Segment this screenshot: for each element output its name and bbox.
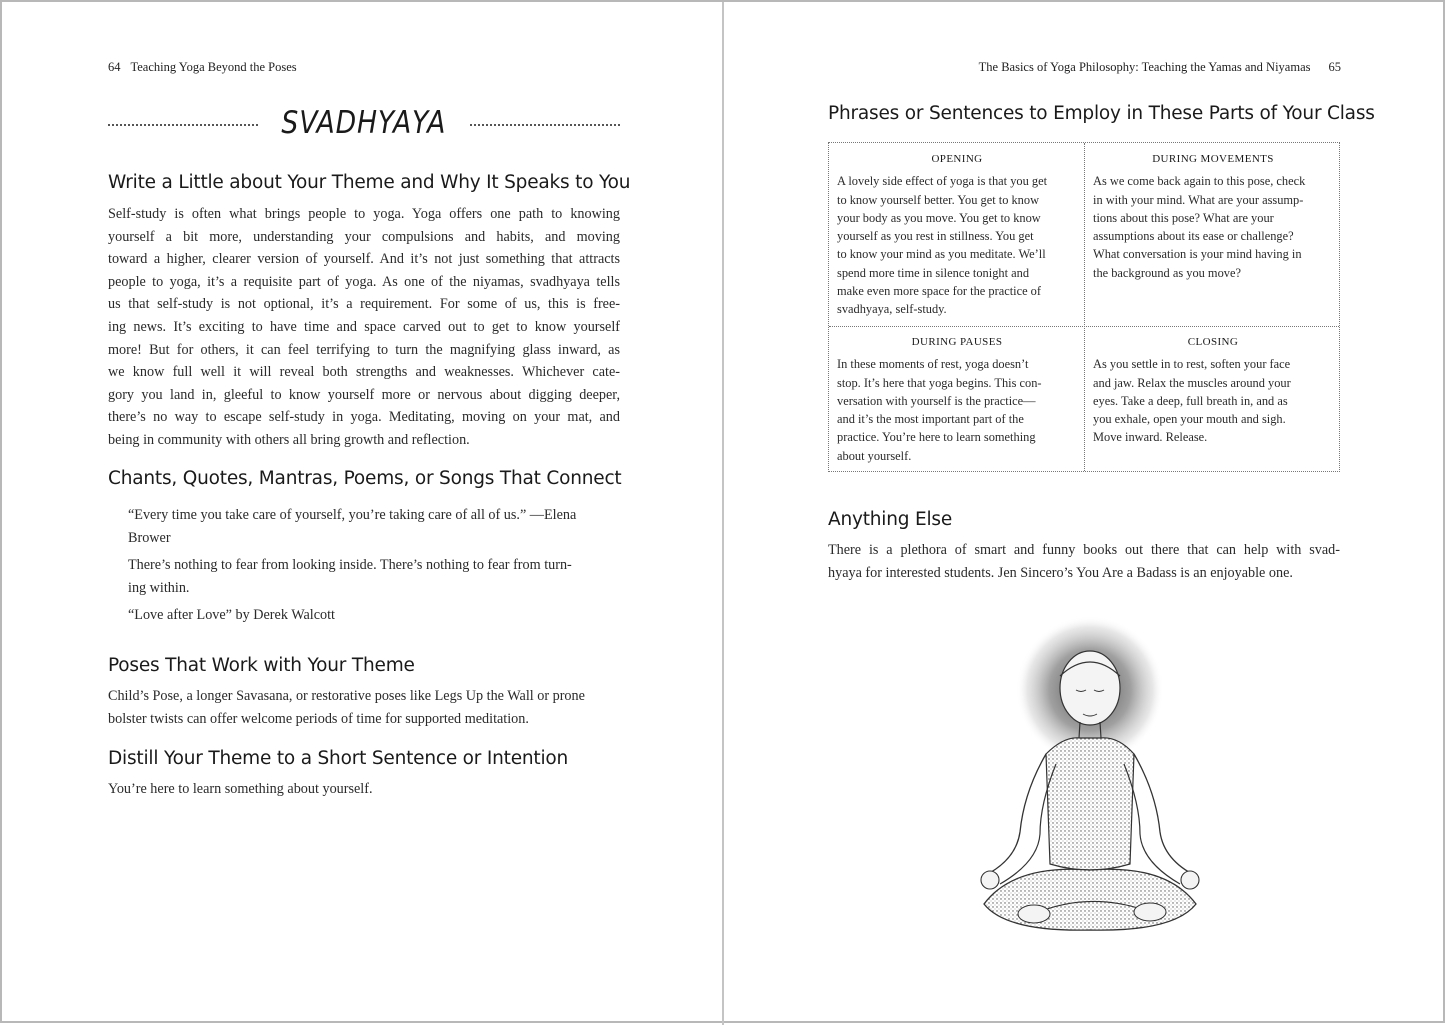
theme-paragraph-line: more! But for others, it can feel terrifying to turn the magnifying glass inward, as bbox=[108, 341, 620, 358]
chapter-title: SVADHYAYA bbox=[281, 105, 447, 141]
cell-text-line: and jaw. Relax the muscles around your bbox=[1093, 375, 1291, 390]
quote-line: “Every time you take care of yourself, you’re taking care of all of us.” —Elena bbox=[128, 507, 577, 523]
theme-paragraph-line: people to yoga, it’s a requisite part of yoga. As one of the niyamas, svadhyaya tells bbox=[108, 273, 620, 290]
cell-text-line: in with your mind. What are your assump- bbox=[1093, 192, 1304, 207]
cell-text-line: yourself as you rest in stillness. You get bbox=[837, 229, 1034, 244]
section-heading-theme: Write a Little about Your Theme and Why It Speaks to You bbox=[108, 172, 631, 193]
left-running-head-title: Teaching Yoga Beyond the Poses bbox=[130, 60, 297, 74]
table-heading: Phrases or Sentences to Employ in These Parts of Your Class bbox=[828, 103, 1375, 124]
section-heading-distill: Distill Your Theme to a Short Sentence or Intention bbox=[108, 748, 569, 769]
anything-else-line: hyaya for interested students. Jen Sincero’s You Are a Badass is an enjoyable one. bbox=[828, 564, 1293, 581]
torso bbox=[1046, 738, 1134, 870]
right-page-number: 65 bbox=[1328, 60, 1341, 74]
cell-heading-opening: OPENING bbox=[931, 153, 983, 165]
cell-text-line: What conversation is your mind having in bbox=[1093, 247, 1302, 262]
cell-during-movements bbox=[1093, 150, 1333, 282]
right-page bbox=[724, 2, 1445, 1025]
cell-text-line: and it’s the most important part of the bbox=[837, 412, 1024, 427]
quote-elena-brower bbox=[128, 504, 576, 549]
anything-else-line: There is a plethora of smart and funny books out there that can help with svad- bbox=[828, 542, 1340, 558]
section-heading-anything-else: Anything Else bbox=[828, 509, 953, 530]
left-page-number: 64 bbox=[108, 60, 121, 74]
theme-paragraph-line: yourself a bit more, understanding your compulsions and habits, and moving bbox=[108, 228, 620, 245]
poses-line: Child’s Pose, a longer Savasana, or restorative poses like Legs Up the Wall or prone bbox=[108, 688, 585, 704]
poses-paragraph bbox=[108, 685, 620, 730]
quote-line: There’s nothing to fear from looking inside. There’s nothing to fear from turn- bbox=[128, 557, 572, 573]
theme-paragraph-line: Self-study is often what brings people to yoga. Yoga offers one path to knowing bbox=[108, 206, 620, 222]
cell-text-line: In these moments of rest, yoga doesn’t bbox=[837, 357, 1029, 372]
cell-text-line: Move inward. Release. bbox=[1093, 430, 1208, 445]
cell-heading-closing: CLOSING bbox=[1187, 336, 1239, 348]
cell-text-line: assumptions about its ease or challenge? bbox=[1093, 229, 1294, 244]
theme-paragraph-line: gory you land in, gleeful to know yourself more or nervous about digging deeper, bbox=[108, 386, 620, 403]
right-running-head bbox=[979, 60, 1341, 75]
theme-paragraph-line: toward a higher, clearer version of yourself. And it’s not just something that attracts bbox=[108, 251, 620, 268]
chapter-title-row bbox=[108, 100, 620, 146]
anything-else-paragraph bbox=[828, 539, 1340, 584]
cell-text-line: eyes. Take a deep, full breath in, and as bbox=[1093, 393, 1288, 408]
quote-line: Brower bbox=[128, 529, 171, 546]
cell-opening bbox=[837, 150, 1077, 319]
cell-text-line: practice. You’re here to learn something bbox=[837, 430, 1036, 445]
cell-text-line: the background as you move? bbox=[1093, 265, 1241, 280]
cell-heading-during-movements: DURING MOVEMENTS bbox=[1152, 153, 1274, 165]
poses-line: bolster twists can offer welcome periods of time for supported meditation. bbox=[108, 710, 529, 727]
cell-heading-during-pauses: DURING PAUSES bbox=[911, 336, 1003, 348]
cell-during-pauses bbox=[837, 333, 1077, 465]
cell-text-line: stop. It’s here that yoga begins. This con- bbox=[837, 375, 1042, 390]
cell-closing bbox=[1093, 333, 1333, 447]
quote-line: ing within. bbox=[128, 579, 190, 596]
meditating-woman-illustration bbox=[924, 614, 1254, 944]
cell-text-line: to know your mind as you meditate. We’ll bbox=[837, 247, 1046, 262]
cell-text-line: you exhale, open your mouth and sigh. bbox=[1093, 412, 1286, 427]
table-divider-vertical bbox=[1084, 143, 1085, 471]
theme-paragraph bbox=[108, 203, 620, 452]
section-heading-poses: Poses That Work with Your Theme bbox=[108, 655, 415, 676]
quote-love-after-love: “Love after Love” by Derek Walcott bbox=[128, 607, 335, 623]
theme-paragraph-line: there’s no way to escape self-study in yoga. Meditating, moving on your mat, and bbox=[108, 409, 620, 426]
intention-paragraph: You’re here to learn something about yourself. bbox=[108, 781, 373, 797]
table-divider-horizontal bbox=[829, 326, 1339, 327]
dotted-rule-right bbox=[470, 124, 620, 126]
cell-text-line: As you settle in to rest, soften your face bbox=[1093, 357, 1291, 372]
cell-text-line: versation with yourself is the practice— bbox=[837, 393, 1036, 408]
cell-text-line: As we come back again to this pose, check bbox=[1093, 174, 1306, 189]
left-page bbox=[2, 2, 722, 1025]
cell-text-line: svadhyaya, self-study. bbox=[837, 302, 947, 317]
theme-paragraph-line: us that self-study is not optional, it’s a requirement. For some of us, this is free- bbox=[108, 296, 620, 313]
crossed-legs bbox=[984, 869, 1196, 930]
dotted-rule-left bbox=[108, 124, 258, 126]
cell-text-line: to know yourself better. You get to know bbox=[837, 192, 1040, 207]
right-running-head-title: The Basics of Yoga Philosophy: Teaching the Yamas and Niyamas bbox=[978, 60, 1311, 74]
theme-paragraph-line: being in community with others all bring growth and reflection. bbox=[108, 431, 470, 448]
cell-text-line: about yourself. bbox=[837, 448, 912, 463]
left-running-head bbox=[108, 60, 297, 75]
phrases-table bbox=[828, 142, 1340, 472]
theme-paragraph-line: we know full well it will reveal both strengths and weaknesses. Whichever cate- bbox=[108, 364, 620, 381]
cell-text-line: your body as you move. You get to know bbox=[837, 210, 1041, 225]
theme-paragraph-line: ing news. It’s exciting to have time and space carved out to get to know yourself bbox=[108, 318, 620, 335]
cell-text-line: A lovely side effect of yoga is that you get bbox=[837, 174, 1048, 189]
cell-text-line: spend more time in silence tonight and bbox=[837, 265, 1030, 280]
section-heading-chants: Chants, Quotes, Mantras, Poems, or Songs That Connect bbox=[108, 468, 622, 489]
cell-text-line: tions about this pose? What are your bbox=[1093, 210, 1274, 225]
cell-text-line: make even more space for the practice of bbox=[837, 284, 1041, 299]
quote-looking-inside bbox=[128, 554, 572, 599]
